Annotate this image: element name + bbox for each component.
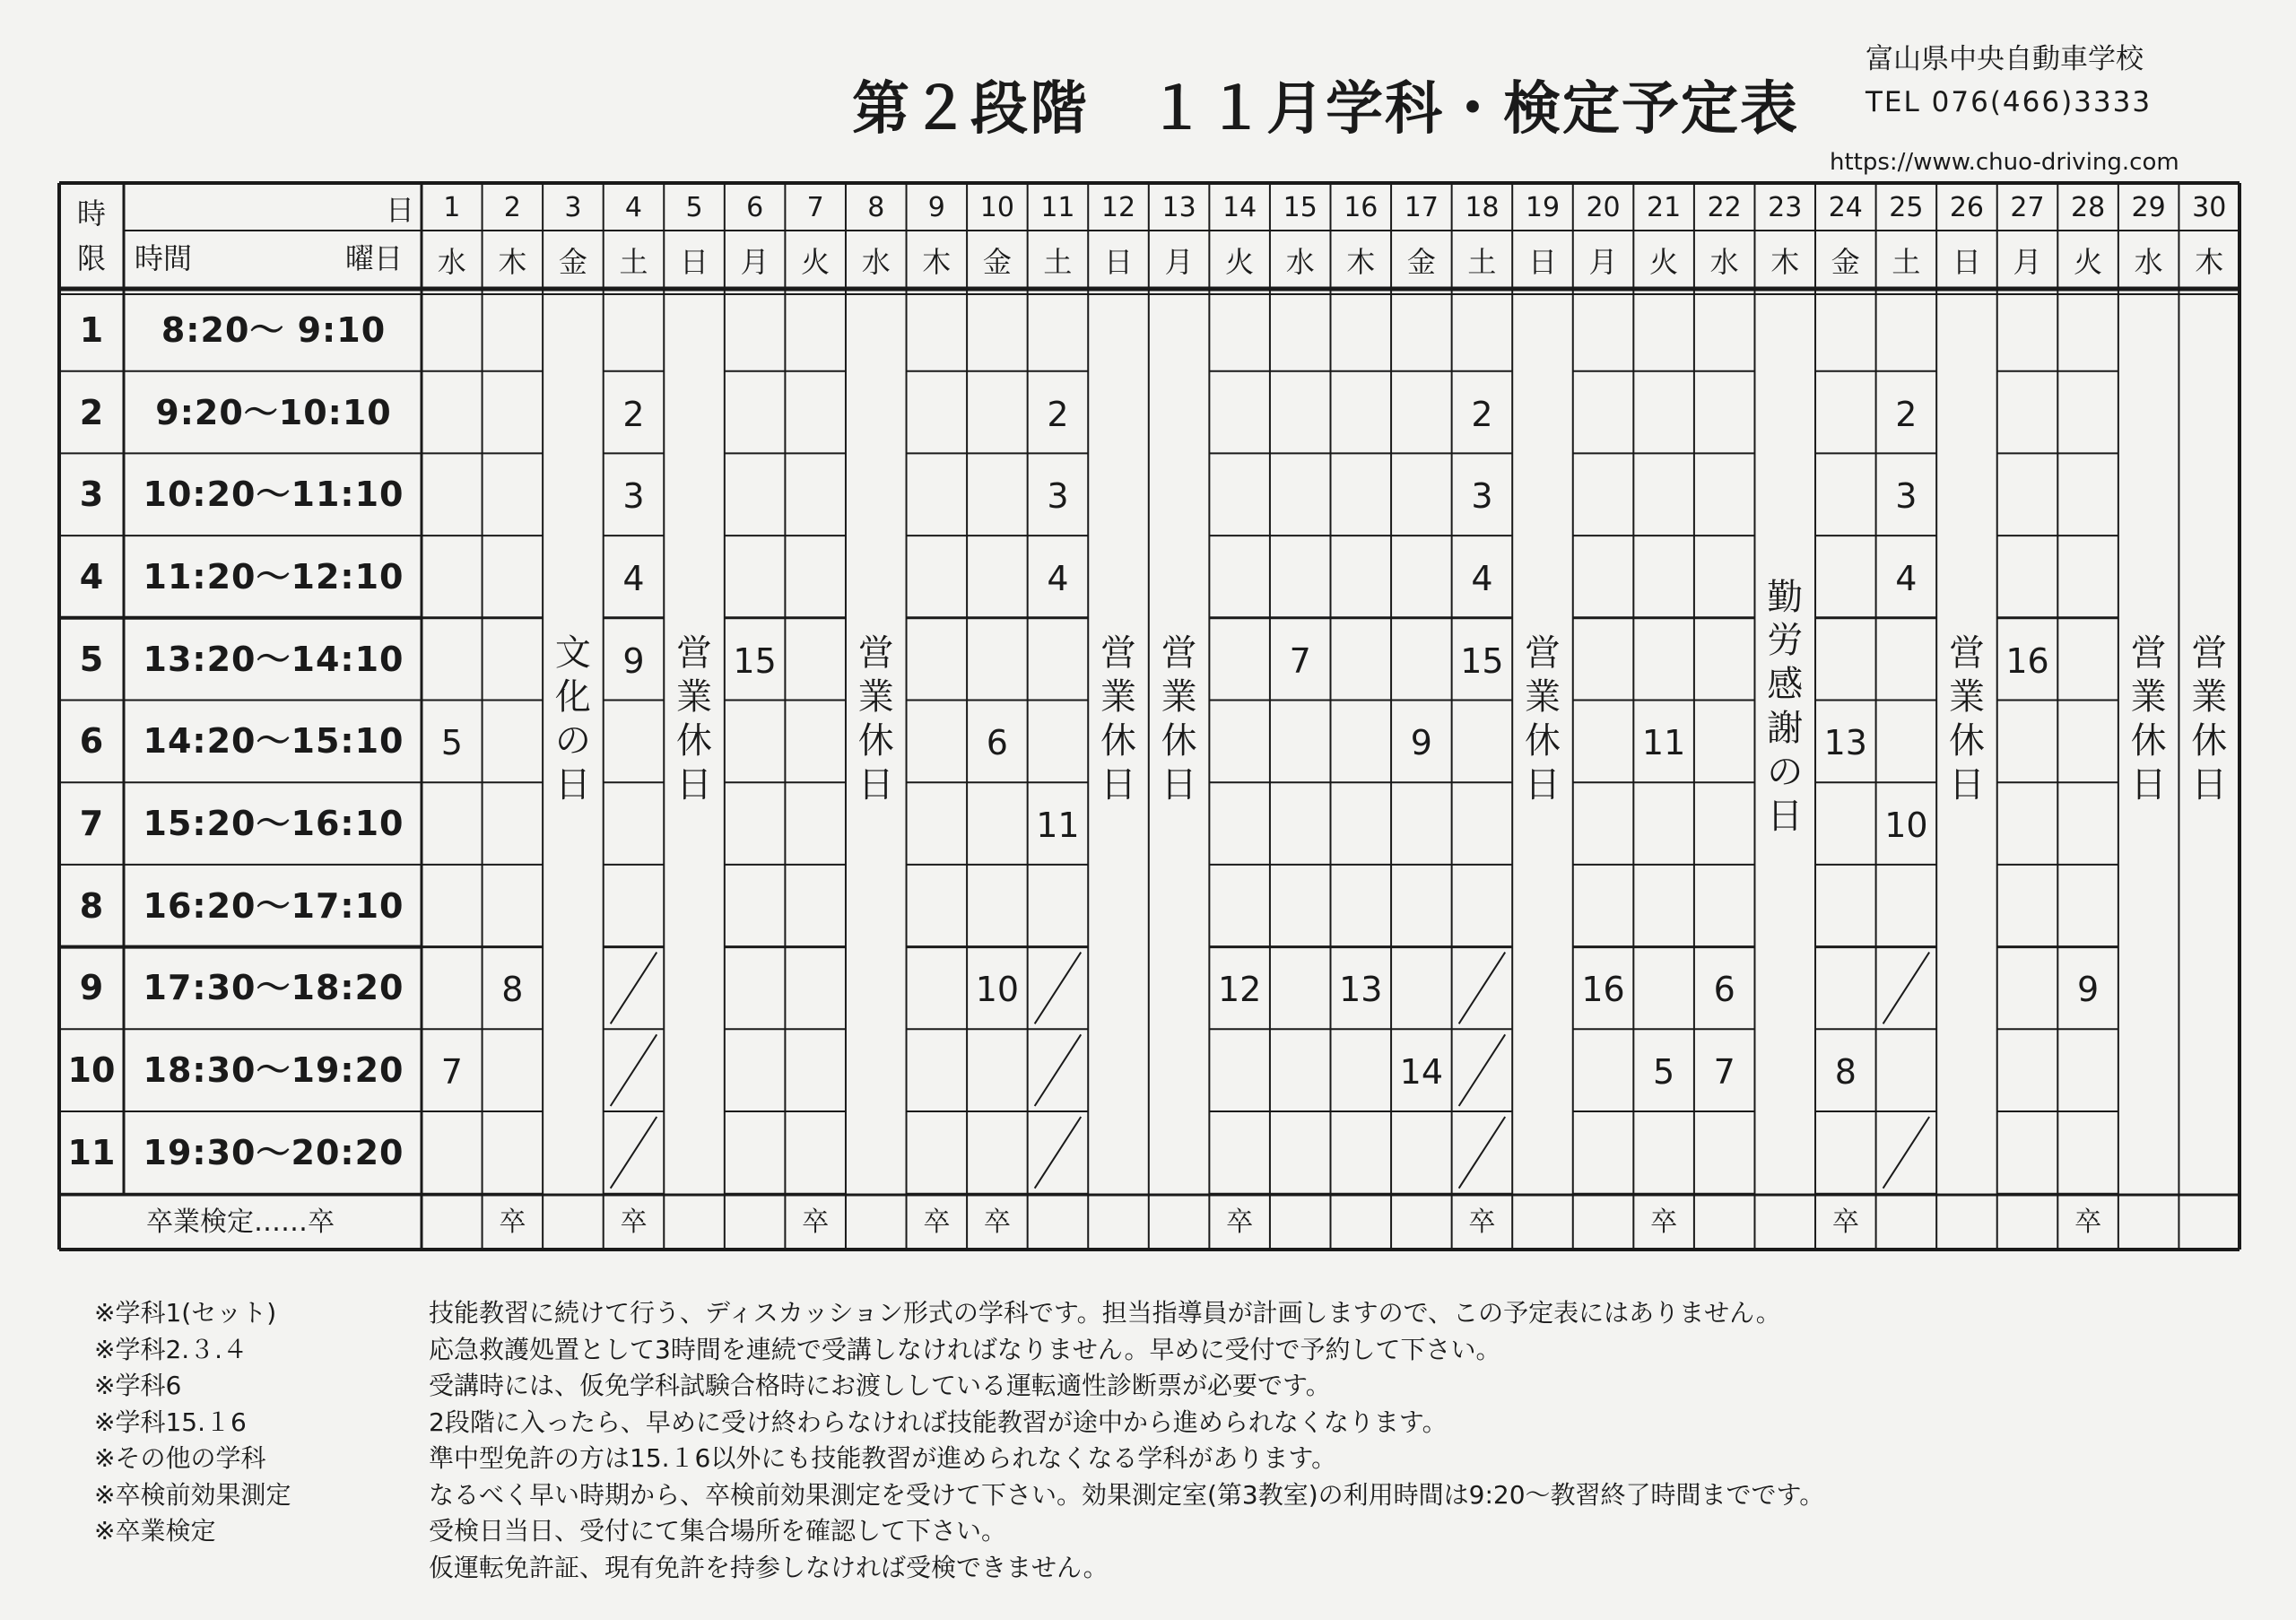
lesson-number: 3 bbox=[1895, 476, 1918, 517]
closed-day-label: 営 業 休 日 bbox=[2130, 632, 2167, 806]
phone-number: TEL 076(466)3333 bbox=[1866, 86, 2152, 118]
lesson-number: 16 bbox=[2005, 640, 2049, 681]
graduation-mark: 卒 bbox=[1831, 1206, 1859, 1238]
lesson-number: 6 bbox=[986, 723, 1008, 763]
weekday-header-label: 曜日 bbox=[345, 241, 404, 275]
period-number: 7 bbox=[79, 804, 104, 844]
period-number: 11 bbox=[67, 1132, 116, 1172]
day-number: 9 bbox=[927, 192, 945, 223]
day-number: 29 bbox=[2131, 192, 2166, 223]
slash-mark bbox=[1035, 1034, 1082, 1106]
weekday-label: 月 bbox=[1164, 245, 1194, 279]
lesson-number: 5 bbox=[1653, 1052, 1675, 1093]
day-number: 21 bbox=[1647, 192, 1682, 223]
weekday-label: 木 bbox=[1346, 245, 1376, 279]
lesson-number: 9 bbox=[2076, 970, 2100, 1010]
note-text: なるべく早い時期から、卒検前効果測定を受けて下さい。効果測定室(第3教室)の利用時間は9:20〜教習終了時間までです。 bbox=[429, 1479, 1825, 1510]
lesson-number: 7 bbox=[1713, 1052, 1735, 1093]
weekday-label: 日 bbox=[680, 245, 709, 279]
day-number: 1 bbox=[443, 192, 461, 223]
period-number: 3 bbox=[79, 475, 104, 515]
weekday-label: 日 bbox=[1104, 245, 1134, 279]
day-number: 7 bbox=[806, 192, 824, 223]
slash-mark bbox=[611, 1034, 657, 1106]
day-number: 27 bbox=[2010, 192, 2045, 223]
slash-mark bbox=[1035, 953, 1082, 1024]
day-number: 22 bbox=[1707, 192, 1742, 223]
weekday-label: 土 bbox=[619, 245, 648, 279]
closed-day-label: 営 業 休 日 bbox=[2191, 632, 2228, 806]
weekday-label: 日 bbox=[1952, 245, 1981, 279]
period-number: 10 bbox=[67, 1050, 116, 1091]
day-number: 3 bbox=[564, 192, 582, 223]
slash-mark bbox=[611, 1117, 657, 1189]
lesson-number: 11 bbox=[1641, 723, 1686, 763]
weekday-label: 土 bbox=[1467, 245, 1497, 279]
lesson-number: 2 bbox=[1895, 394, 1918, 434]
lesson-number: 3 bbox=[1471, 476, 1493, 517]
note-label: ※学科6 bbox=[94, 1371, 182, 1400]
closed-day-label: 営 業 休 日 bbox=[1524, 632, 1561, 806]
lesson-number: 16 bbox=[1581, 970, 1625, 1010]
day-number: 18 bbox=[1465, 192, 1500, 223]
slash-mark bbox=[611, 953, 657, 1024]
lesson-number: 13 bbox=[1823, 723, 1867, 763]
closed-day-label: 営 業 休 日 bbox=[1100, 632, 1137, 806]
note-label: ※学科1(セット) bbox=[94, 1298, 277, 1328]
day-number: 16 bbox=[1344, 192, 1378, 223]
lesson-number: 2 bbox=[1047, 394, 1069, 434]
day-number: 2 bbox=[503, 192, 521, 223]
closed-day-label: 勤 労 感 謝 の 日 bbox=[1767, 576, 1804, 837]
period-time: 19:30〜20:20 bbox=[143, 1132, 404, 1172]
weekday-label: 木 bbox=[922, 245, 952, 279]
graduation-mark: 卒 bbox=[802, 1206, 830, 1238]
weekday-label: 水 bbox=[2134, 245, 2163, 279]
note-text: 受講時には、仮免学科試験合格時にお渡ししている運転適性診断票が必要です。 bbox=[429, 1371, 1331, 1400]
lesson-number: 15 bbox=[733, 640, 777, 681]
note-text: 2段階に入ったら、早めに受け終わらなければ技能教習が途中から進められなくなります。 bbox=[429, 1407, 1448, 1437]
page-title: 第２段階 １１月学科・検定予定表 bbox=[852, 76, 1799, 143]
slash-mark bbox=[1883, 953, 1930, 1024]
day-number: 17 bbox=[1404, 192, 1439, 223]
lesson-number: 14 bbox=[1399, 1052, 1444, 1093]
weekday-label: 金 bbox=[1406, 245, 1436, 279]
slash-mark bbox=[1035, 1117, 1082, 1189]
lesson-number: 8 bbox=[501, 970, 524, 1010]
period-number: 2 bbox=[79, 392, 104, 432]
day-number: 4 bbox=[624, 192, 643, 223]
note-text: 仮運転免許証、現有免許を持参しなければ受検できません。 bbox=[429, 1552, 1109, 1582]
period-time: 9:20〜10:10 bbox=[155, 392, 392, 432]
weekday-label: 土 bbox=[1043, 245, 1073, 279]
slash-mark bbox=[1459, 1117, 1506, 1189]
note-label: ※卒検前効果測定 bbox=[94, 1479, 291, 1510]
weekday-label: 月 bbox=[1588, 245, 1618, 279]
period-number: 6 bbox=[79, 721, 104, 762]
day-number: 11 bbox=[1040, 192, 1075, 223]
closed-day-label: 営 業 休 日 bbox=[676, 632, 713, 806]
period-time: 14:20〜15:10 bbox=[143, 721, 404, 762]
day-number: 12 bbox=[1100, 192, 1136, 223]
weekday-label: 金 bbox=[1831, 245, 1860, 279]
weekday-label: 火 bbox=[1649, 245, 1679, 279]
weekday-label: 火 bbox=[801, 245, 831, 279]
closed-day-label: 営 業 休 日 bbox=[857, 632, 894, 806]
day-number: 20 bbox=[1586, 192, 1621, 223]
weekday-label: 月 bbox=[740, 245, 770, 279]
lesson-number: 3 bbox=[622, 476, 645, 517]
day-header-label: 日 bbox=[386, 193, 415, 227]
lesson-number: 4 bbox=[1471, 558, 1493, 598]
weekday-label: 火 bbox=[2074, 245, 2103, 279]
slash-mark bbox=[1459, 1034, 1506, 1106]
day-number: 15 bbox=[1283, 192, 1318, 223]
day-number: 23 bbox=[1768, 192, 1803, 223]
period-time: 16:20〜17:10 bbox=[143, 885, 404, 926]
closed-day-label: 営 業 休 日 bbox=[1161, 632, 1197, 806]
day-number: 6 bbox=[746, 192, 764, 223]
day-number: 30 bbox=[2192, 192, 2227, 223]
lesson-number: 13 bbox=[1339, 970, 1383, 1010]
graduation-mark: 卒 bbox=[923, 1206, 951, 1238]
closed-day-label: 文 化 の 日 bbox=[554, 632, 591, 806]
lesson-number: 4 bbox=[1895, 558, 1918, 598]
day-number: 8 bbox=[867, 192, 885, 223]
lesson-number: 4 bbox=[1047, 558, 1069, 598]
note-text: 応急救護処置として3時間を連続で受講しなければなりません。早めに受付で予約して下さい。 bbox=[429, 1334, 1501, 1364]
period-time: 11:20〜12:10 bbox=[143, 556, 404, 597]
weekday-label: 月 bbox=[2013, 245, 2042, 279]
lesson-number: 10 bbox=[975, 970, 1020, 1010]
slash-mark bbox=[1883, 1117, 1930, 1189]
weekday-label: 火 bbox=[1225, 245, 1255, 279]
weekday-label: 日 bbox=[1527, 245, 1557, 279]
period-time: 10:20〜11:10 bbox=[143, 475, 404, 515]
day-number: 28 bbox=[2070, 192, 2106, 223]
school-name: 富山県中央自動車学校 bbox=[1866, 43, 2144, 75]
period-time: 15:20〜16:10 bbox=[143, 804, 404, 844]
period-number: 4 bbox=[79, 556, 104, 597]
graduation-mark: 卒 bbox=[620, 1206, 648, 1238]
period-header-label: 時 bbox=[76, 196, 107, 231]
lesson-number: 2 bbox=[1471, 394, 1493, 434]
period-number: 8 bbox=[79, 885, 104, 926]
period-number: 9 bbox=[79, 968, 104, 1008]
lesson-number: 7 bbox=[440, 1052, 463, 1093]
weekday-label: 水 bbox=[437, 245, 466, 279]
lesson-number: 2 bbox=[622, 394, 645, 434]
lesson-number: 9 bbox=[622, 640, 645, 681]
day-number: 5 bbox=[685, 192, 703, 223]
day-number: 26 bbox=[1949, 192, 1985, 223]
note-text: 技能教習に続けて行う、ディスカッション形式の学科です。担当指導員が計画しますので、この予定表にはありません。 bbox=[429, 1298, 1781, 1328]
lesson-number: 8 bbox=[1834, 1052, 1857, 1093]
note-label: ※学科2.３.４ bbox=[94, 1334, 248, 1364]
weekday-label: 木 bbox=[498, 245, 527, 279]
day-number: 14 bbox=[1222, 192, 1257, 223]
weekday-label: 金 bbox=[558, 245, 587, 279]
lesson-number: 3 bbox=[1047, 476, 1069, 517]
note-label: ※その他の学科 bbox=[94, 1443, 266, 1473]
lesson-number: 15 bbox=[1460, 640, 1504, 681]
period-time: 8:20〜 9:10 bbox=[161, 309, 387, 350]
slash-mark bbox=[1459, 953, 1506, 1024]
lesson-number: 4 bbox=[622, 558, 645, 598]
graduation-row-label: 卒業検定……卒 bbox=[146, 1206, 335, 1238]
period-number: 1 bbox=[79, 309, 104, 350]
lesson-number: 7 bbox=[1289, 640, 1311, 681]
graduation-mark: 卒 bbox=[1226, 1206, 1254, 1238]
note-label: ※学科15.１6 bbox=[94, 1407, 247, 1437]
period-time: 13:20〜14:10 bbox=[143, 639, 404, 679]
note-text: 受検日当日、受付にて集合場所を確認して下さい。 bbox=[429, 1516, 1007, 1546]
weekday-label: 木 bbox=[2195, 245, 2224, 279]
graduation-mark: 卒 bbox=[1468, 1206, 1496, 1238]
day-number: 19 bbox=[1525, 192, 1561, 223]
period-time: 17:30〜18:20 bbox=[143, 968, 404, 1008]
website-url[interactable]: https://www.chuo-driving.com bbox=[1830, 149, 2179, 176]
graduation-mark: 卒 bbox=[2074, 1206, 2102, 1238]
period-number: 5 bbox=[79, 639, 104, 679]
note-label: ※卒業検定 bbox=[94, 1516, 216, 1546]
note-text: 準中型免許の方は15.１6以外にも技能教習が進められなくなる学科があります。 bbox=[429, 1443, 1337, 1473]
weekday-label: 水 bbox=[861, 245, 891, 279]
weekday-label: 水 bbox=[1285, 245, 1315, 279]
graduation-mark: 卒 bbox=[499, 1206, 526, 1238]
closed-day-label: 営 業 休 日 bbox=[1948, 632, 1985, 806]
period-time: 18:30〜19:20 bbox=[143, 1050, 404, 1091]
day-number: 10 bbox=[979, 192, 1014, 223]
day-number: 25 bbox=[1889, 192, 1924, 223]
weekday-label: 木 bbox=[1770, 245, 1800, 279]
weekday-label: 水 bbox=[1709, 245, 1739, 279]
period-header-label: 限 bbox=[76, 241, 107, 275]
lesson-number: 9 bbox=[1410, 723, 1432, 763]
graduation-mark: 卒 bbox=[983, 1206, 1011, 1238]
graduation-mark: 卒 bbox=[1650, 1206, 1678, 1238]
weekday-label: 金 bbox=[982, 245, 1012, 279]
time-header-label: 時間 bbox=[135, 241, 193, 275]
day-number: 13 bbox=[1161, 192, 1196, 223]
lesson-number: 10 bbox=[1884, 806, 1928, 846]
lesson-number: 11 bbox=[1036, 806, 1080, 846]
weekday-label: 土 bbox=[1892, 245, 1921, 279]
lesson-number: 6 bbox=[1713, 970, 1735, 1010]
lesson-number: 12 bbox=[1217, 970, 1262, 1010]
lesson-number: 5 bbox=[440, 723, 463, 763]
day-number: 24 bbox=[1828, 192, 1863, 223]
